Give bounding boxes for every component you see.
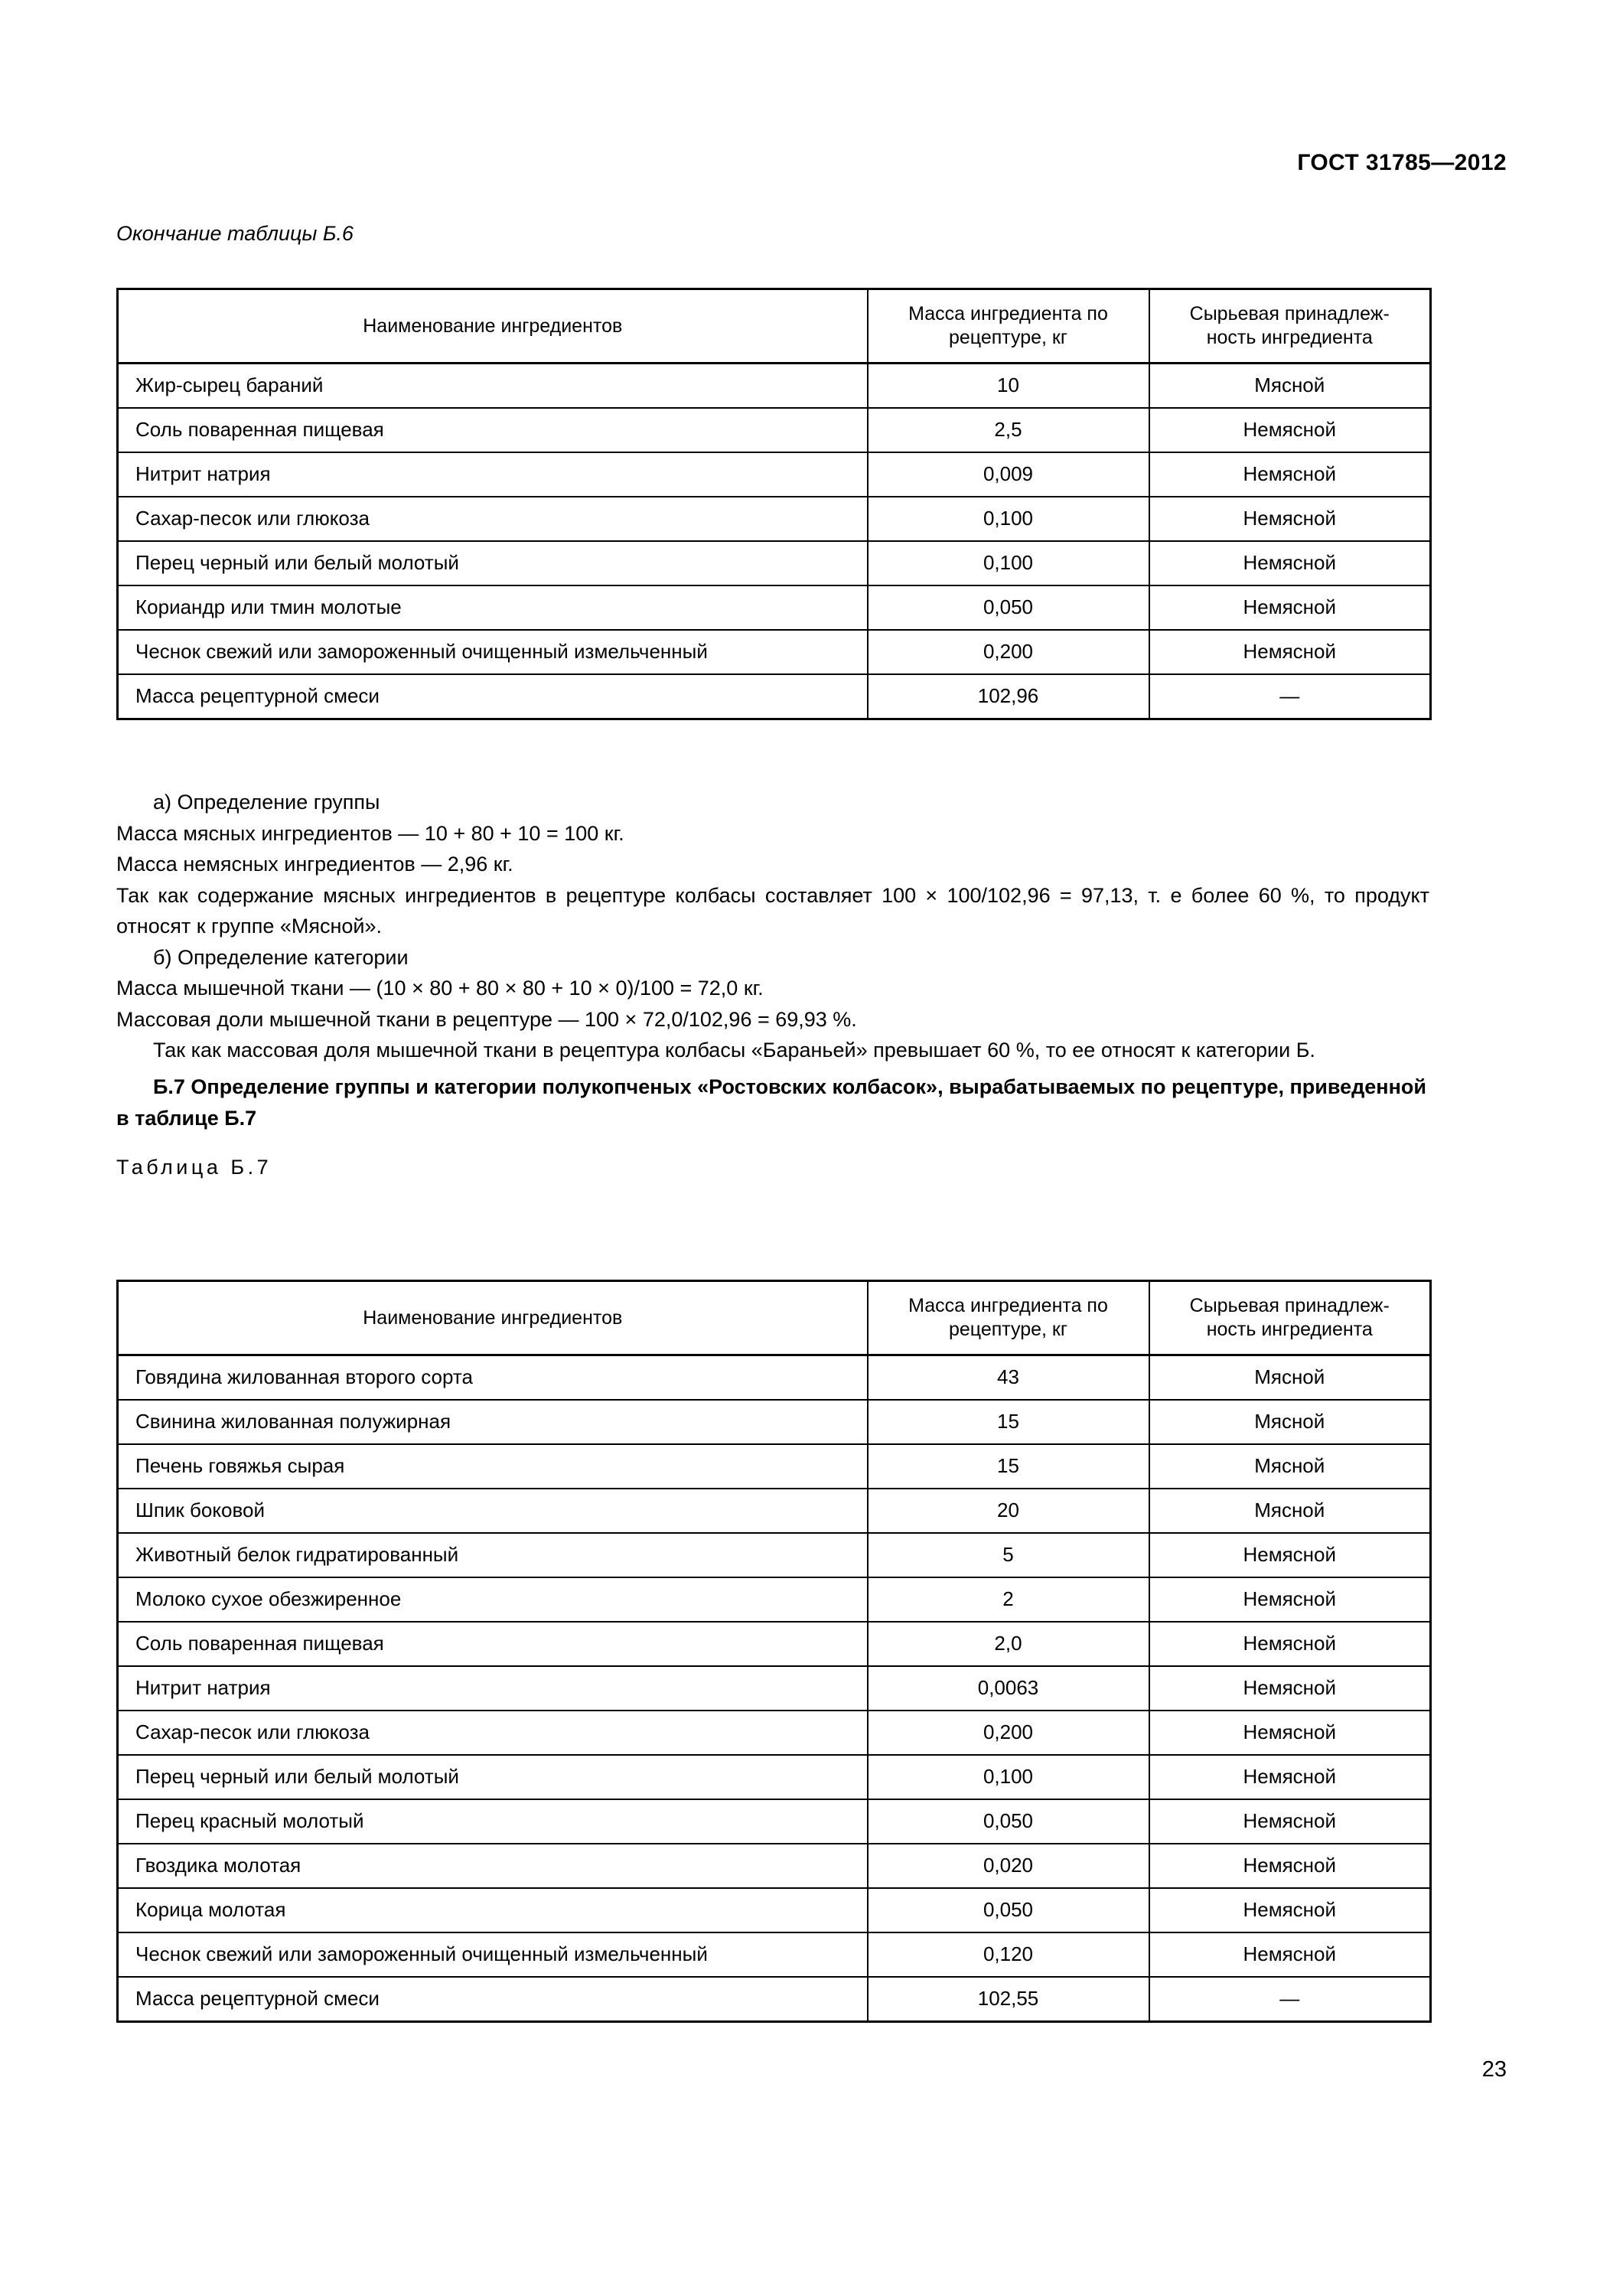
cell-ingredient-kind: Немясной (1149, 1577, 1431, 1622)
cell-ingredient-name: Сахар-песок или глюкоза (118, 1711, 868, 1755)
table-row (118, 1577, 1431, 1622)
cell-ingredient-mass: 2,5 (868, 408, 1149, 452)
calc-line: Масса мясных ингредиентов — 10 + 80 + 10 = 100 кг. (116, 821, 624, 845)
table-row (118, 1622, 1431, 1666)
header-line: ность ингредиента (1206, 327, 1373, 348)
table-row (118, 1711, 1431, 1755)
table-b7-col-header-kind (1149, 1281, 1431, 1355)
cell-ingredient-mass: 15 (868, 1400, 1149, 1444)
header-line: Масса ингредиента по (908, 1295, 1108, 1316)
cell-ingredient-kind: Немясной (1149, 1666, 1431, 1711)
table-row (118, 1489, 1431, 1533)
cell-ingredient-name: Жир-сырец бараний (118, 364, 868, 409)
calc-line: Масса немясных ингредиентов — 2,96 кг. (116, 853, 513, 876)
table-b6-col-header-kind (1149, 289, 1431, 364)
table-row (118, 1755, 1431, 1799)
cell-ingredient-mass: 0,050 (868, 585, 1149, 630)
header-line: рецептуре, кг (949, 1319, 1067, 1340)
table-b7-caption: Таблица Б.7 (116, 1156, 272, 1179)
cell-ingredient-name: Кориандр или тмин молотые (118, 585, 868, 630)
cell-ingredient-mass: 20 (868, 1489, 1149, 1533)
cell-ingredient-kind: Мясной (1149, 364, 1431, 409)
section-heading-b7: Б.7 Определение группы и категории полукопченых «Ростовских колбасок», вырабатываемых по рецептуре, приведенной в таблице Б.7 (116, 1075, 1426, 1130)
table-row (118, 1888, 1431, 1932)
table-b7-col-header-name (118, 1281, 868, 1355)
table-row (118, 1533, 1431, 1577)
cell-ingredient-mass: 2,0 (868, 1622, 1149, 1666)
cell-ingredient-kind: Немясной (1149, 452, 1431, 497)
header-line: Сырьевая принадлеж- (1189, 303, 1390, 325)
cell-ingredient-mass: 102,55 (868, 1977, 1149, 2022)
cell-ingredient-mass: 0,050 (868, 1799, 1149, 1844)
table-b6-col-header-name (118, 289, 868, 364)
table-row (118, 1977, 1431, 2022)
cell-ingredient-name: Чеснок свежий или замороженный очищенный измельченный (118, 630, 868, 674)
cell-ingredient-name: Перец черный или белый молотый (118, 541, 868, 585)
cell-ingredient-name: Масса рецептурной смеси (118, 1977, 868, 2022)
cell-ingredient-name: Свинина жилованная полужирная (118, 1400, 868, 1444)
cell-ingredient-kind: Немясной (1149, 1711, 1431, 1755)
calc-line: Масса мышечной ткани — (10 × 80 + 80 × 80 + 10 × 0)/100 = 72,0 кг. (116, 977, 764, 1000)
cell-ingredient-name: Перец черный или белый молотый (118, 1755, 868, 1799)
cell-ingredient-mass: 0,020 (868, 1844, 1149, 1888)
table-row (118, 1799, 1431, 1844)
header-line: Наименование ингредиентов (363, 315, 623, 337)
cell-ingredient-mass: 102,96 (868, 674, 1149, 719)
table-row (118, 1932, 1431, 1977)
cell-ingredient-name: Сахар-песок или глюкоза (118, 497, 868, 541)
table-b7-body (118, 1355, 1431, 2022)
cell-ingredient-name: Шпик боковой (118, 1489, 868, 1533)
header-line: ность ингредиента (1206, 1319, 1373, 1340)
calc-line: Массовая доли мышечной ткани в рецептуре — 100 × 72,0/102,96 = 69,93 %. (116, 1007, 857, 1031)
table-row (118, 408, 1431, 452)
cell-ingredient-kind: Немясной (1149, 585, 1431, 630)
cell-ingredient-name: Нитрит натрия (118, 1666, 868, 1711)
cell-ingredient-mass: 0,200 (868, 630, 1149, 674)
cell-ingredient-kind: Немясной (1149, 630, 1431, 674)
table-b7-col-header-mass (868, 1281, 1149, 1355)
table-b7 (116, 1280, 1432, 2023)
cell-ingredient-mass: 0,120 (868, 1932, 1149, 1977)
cell-ingredient-kind: Мясной (1149, 1444, 1431, 1489)
table-row (118, 452, 1431, 497)
cell-ingredient-name: Нитрит натрия (118, 452, 868, 497)
cell-ingredient-kind: Немясной (1149, 1888, 1431, 1932)
table-row (118, 1444, 1431, 1489)
calc-line: Так как содержание мясных ингредиентов в рецептуре колбасы составляет 100 × 100/102,96 = 97,13, т. е более 60 %, то продукт относят к группе «Мясной». (116, 883, 1429, 938)
header-line: рецептуре, кг (949, 327, 1067, 348)
cell-ingredient-name: Корица молотая (118, 1888, 868, 1932)
table-row (118, 630, 1431, 674)
table-row (118, 364, 1431, 409)
page-number: 23 (1481, 2057, 1507, 2082)
table-row (118, 541, 1431, 585)
cell-ingredient-name: Животный белок гидратированный (118, 1533, 868, 1577)
table-b6-continuation-caption: Окончание таблицы Б.6 (116, 222, 354, 245)
calc-line: а) Определение группы (153, 791, 380, 814)
cell-ingredient-name: Соль поваренная пищевая (118, 408, 868, 452)
cell-ingredient-name: Говядина жилованная второго сорта (118, 1355, 868, 1401)
table-b6-col-header-mass (868, 289, 1149, 364)
cell-ingredient-mass: 10 (868, 364, 1149, 409)
cell-ingredient-mass: 0,100 (868, 1755, 1149, 1799)
cell-ingredient-kind: Немясной (1149, 1799, 1431, 1844)
cell-ingredient-name: Чеснок свежий или замороженный очищенный измельченный (118, 1932, 868, 1977)
table-row (118, 497, 1431, 541)
cell-ingredient-mass: 0,0063 (868, 1666, 1149, 1711)
calc-line: б) Определение категории (153, 945, 409, 969)
document-standard-id: ГОСТ 31785—2012 (1297, 150, 1507, 175)
cell-ingredient-kind: Немясной (1149, 408, 1431, 452)
cell-ingredient-mass: 5 (868, 1533, 1149, 1577)
table-row (118, 585, 1431, 630)
cell-ingredient-mass: 0,100 (868, 497, 1149, 541)
cell-ingredient-name: Масса рецептурной смеси (118, 674, 868, 719)
cell-ingredient-kind: Немясной (1149, 541, 1431, 585)
cell-ingredient-kind: — (1149, 1977, 1431, 2022)
cell-ingredient-name: Гвоздика молотая (118, 1844, 868, 1888)
cell-ingredient-mass: 43 (868, 1355, 1149, 1401)
cell-ingredient-mass: 2 (868, 1577, 1149, 1622)
cell-ingredient-kind: — (1149, 674, 1431, 719)
cell-ingredient-mass: 0,009 (868, 452, 1149, 497)
cell-ingredient-name: Перец красный молотый (118, 1799, 868, 1844)
calculation-paragraph-b6 (116, 787, 1429, 1066)
table-b6-body (118, 364, 1431, 719)
cell-ingredient-kind: Немясной (1149, 497, 1431, 541)
table-b6 (116, 288, 1432, 720)
header-line: Сырьевая принадлеж- (1189, 1295, 1390, 1316)
table-b6-header-row (118, 289, 1431, 364)
table-row (118, 1666, 1431, 1711)
cell-ingredient-mass: 0,050 (868, 1888, 1149, 1932)
table-row (118, 1355, 1431, 1401)
calc-line: Так как массовая доля мышечной ткани в рецептура колбасы «Бараньей» превышает 60 %, то ее относят к категории Б. (153, 1039, 1315, 1062)
cell-ingredient-kind: Немясной (1149, 1844, 1431, 1888)
cell-ingredient-kind: Мясной (1149, 1489, 1431, 1533)
cell-ingredient-kind: Мясной (1149, 1400, 1431, 1444)
header-line: Наименование ингредиентов (363, 1306, 623, 1329)
cell-ingredient-kind: Мясной (1149, 1355, 1431, 1401)
header-line: Масса ингредиента по (908, 303, 1108, 325)
cell-ingredient-mass: 0,200 (868, 1711, 1149, 1755)
cell-ingredient-name: Молоко сухое обезжиренное (118, 1577, 868, 1622)
table-b7-header-row (118, 1281, 1431, 1355)
cell-ingredient-name: Соль поваренная пищевая (118, 1622, 868, 1666)
cell-ingredient-kind: Немясной (1149, 1755, 1431, 1799)
table-row (118, 1400, 1431, 1444)
cell-ingredient-kind: Немясной (1149, 1932, 1431, 1977)
table-row (118, 674, 1431, 719)
cell-ingredient-kind: Немясной (1149, 1533, 1431, 1577)
cell-ingredient-mass: 0,100 (868, 541, 1149, 585)
cell-ingredient-kind: Немясной (1149, 1622, 1431, 1666)
cell-ingredient-mass: 15 (868, 1444, 1149, 1489)
cell-ingredient-name: Печень говяжья сырая (118, 1444, 868, 1489)
table-row (118, 1844, 1431, 1888)
